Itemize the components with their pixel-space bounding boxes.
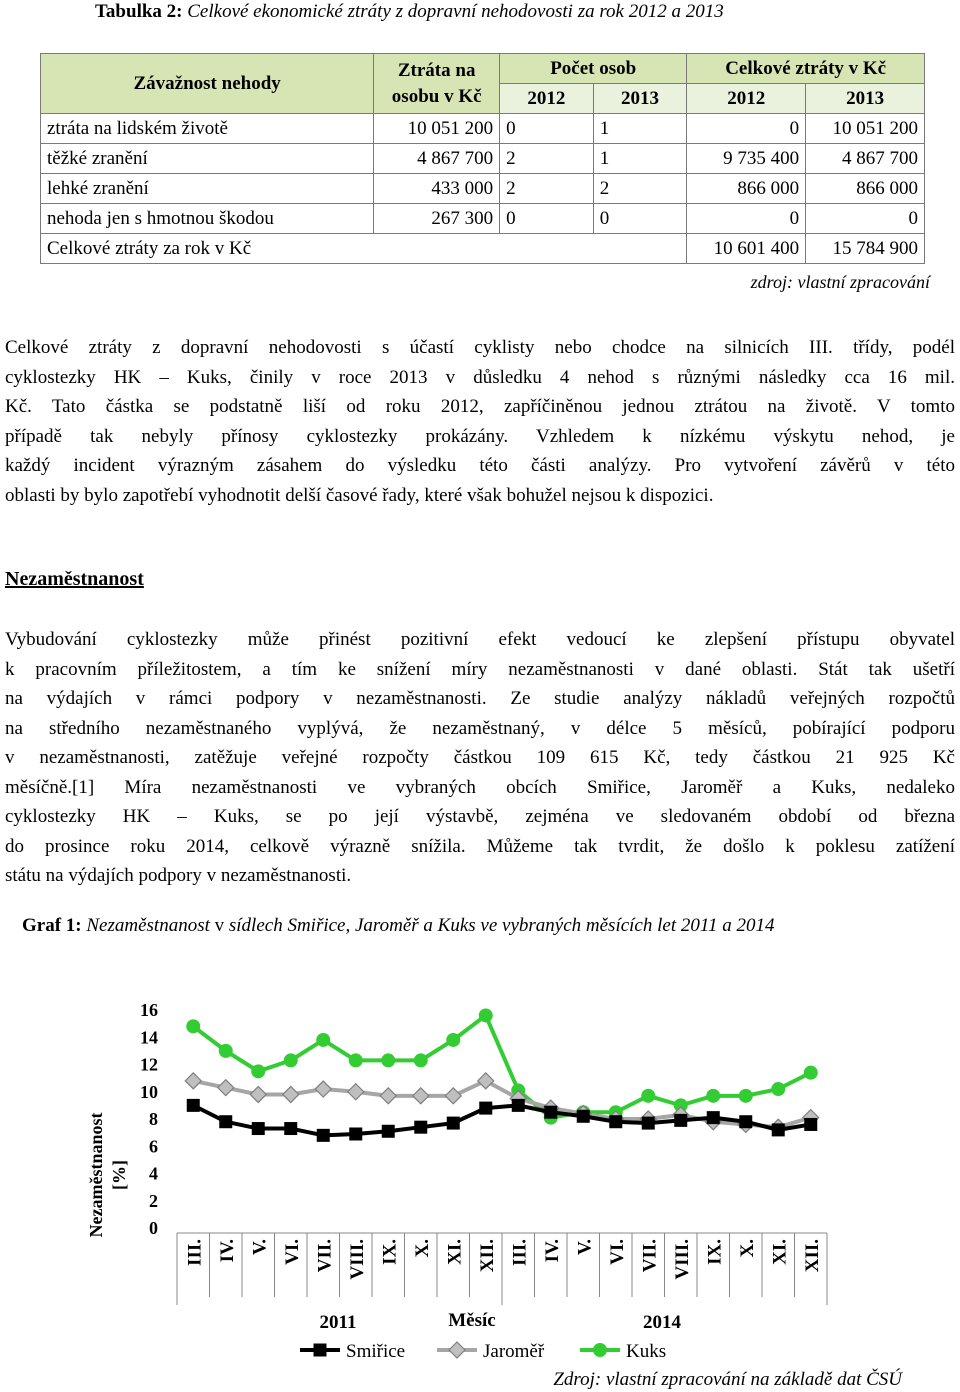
- paragraph-accidents: [5, 333, 955, 510]
- x-category-label: V.: [574, 1239, 596, 1256]
- cell-total: 0: [687, 204, 806, 234]
- table-caption-label: Tabulka 2:: [95, 1, 183, 22]
- cell-severity: těžké zranění: [41, 144, 374, 174]
- legend-marker: [449, 1342, 465, 1358]
- paragraph-unemployment: [5, 625, 955, 891]
- data-point: [707, 1111, 720, 1124]
- y-axis-label: [86, 1113, 129, 1238]
- cell-total: 4 867 700: [806, 144, 925, 174]
- data-point: [544, 1106, 557, 1119]
- data-point: [283, 1086, 299, 1102]
- cell-loss: 4 867 700: [374, 144, 500, 174]
- legend-item: [580, 1341, 666, 1362]
- data-point: [382, 1125, 395, 1138]
- x-category-label: IV.: [216, 1239, 238, 1263]
- paragraph-line: Vybudování cyklostezky může přinést pozitivní efekt vedoucí ke zlepšení přístupu obyvatel: [5, 629, 955, 650]
- data-point: [251, 1064, 265, 1078]
- x-category-label: X.: [736, 1239, 758, 1258]
- data-point: [479, 1008, 493, 1022]
- cell-total: 866 000: [687, 174, 806, 204]
- data-point: [512, 1099, 525, 1112]
- legend-marker: [593, 1343, 607, 1357]
- table-row: [41, 174, 925, 204]
- x-category-label: VIII.: [346, 1239, 368, 1280]
- data-point: [446, 1033, 460, 1047]
- header-year: 2013: [806, 84, 925, 114]
- paragraph-line: oblasti by bylo zapotřebí vyhodnotit delší časové řady, které však bohužel nejsou k dispozici.: [5, 484, 714, 506]
- data-point: [348, 1084, 364, 1100]
- data-point: [284, 1122, 297, 1135]
- data-point: [641, 1089, 655, 1103]
- data-point: [317, 1129, 330, 1142]
- series-jaroměř: [185, 1073, 819, 1135]
- y-tick-label: 10: [140, 1081, 158, 1102]
- header-loss-per-person: Ztráta na osobu v Kč: [374, 54, 500, 114]
- paragraph-line: na středního nezaměstnaného vyplývá, že nezaměstnaný, v délce 5 měsíců, pobírající podporu: [5, 717, 955, 739]
- series-smiřice: [187, 1099, 818, 1142]
- data-point: [380, 1088, 396, 1104]
- year-label-2014: 2014: [643, 1312, 681, 1333]
- cell-total-2013: 15 784 900: [806, 234, 925, 264]
- cell-persons: 2: [500, 174, 594, 204]
- legend-item: [437, 1341, 545, 1362]
- data-point: [478, 1073, 494, 1089]
- table-row: [41, 144, 925, 174]
- data-point: [577, 1110, 590, 1123]
- cell-persons: 1: [593, 144, 687, 174]
- header-severity: Závažnost nehody: [41, 54, 374, 114]
- paragraph-line: do prosince roku 2014, celkově výrazně snížila. Můžeme tak tvrdit, že došlo k poklesu zatížení: [5, 835, 955, 857]
- data-point: [804, 1118, 817, 1131]
- legend-marker: [314, 1344, 327, 1357]
- data-point: [252, 1122, 265, 1135]
- y-tick-label: 6: [149, 1136, 158, 1157]
- paragraph-line: měsíčně.[1] Míra nezaměstnanosti ve vybraných obcích Smiřice, Jaroměř a Kuks, nedaleko: [5, 776, 955, 798]
- chart-source: Zdroj: vlastní zpracování na základě dat ČSÚ: [553, 1369, 902, 1390]
- y-tick-label: 14: [140, 1027, 158, 1048]
- data-point: [218, 1080, 234, 1096]
- data-point: [284, 1053, 298, 1067]
- cell-severity: nehoda jen s hmotnou škodou: [41, 204, 374, 234]
- cell-loss: 267 300: [374, 204, 500, 234]
- data-point: [739, 1089, 753, 1103]
- cell-severity: lehké zranění: [41, 174, 374, 204]
- y-tick-label: 12: [140, 1054, 158, 1075]
- header-year: 2012: [500, 84, 594, 114]
- table-row: [41, 114, 925, 144]
- data-point: [349, 1053, 363, 1067]
- x-category-label: IV.: [541, 1239, 563, 1263]
- year-label-2011: 2011: [319, 1312, 357, 1333]
- data-point: [642, 1117, 655, 1130]
- legend-label: Jaroměř: [483, 1341, 545, 1362]
- cell-total: 9 735 400: [687, 144, 806, 174]
- cell-total: 866 000: [806, 174, 925, 204]
- legend-label: Smiřice: [346, 1341, 406, 1362]
- paragraph-line: každý incident výrazným zásahem do výsledku této části analýzy. Pro vytvoření závěrů v této: [5, 455, 955, 476]
- paragraph-line: v nezaměstnanosti, zatěžuje veřejné rozpočty částkou 109 615 Kč, tedy částkou 21 925 Kč: [5, 747, 955, 768]
- x-category-label: VII.: [314, 1239, 336, 1273]
- x-category-label: IX.: [379, 1239, 401, 1265]
- paragraph-line: Kč. Tato částka se podstatně liší od roku 2012, zapříčiněnou jednou ztrátou na životě. V tomto: [5, 396, 955, 417]
- y-tick-label: 0: [149, 1218, 158, 1238]
- x-category-label: VI.: [606, 1239, 628, 1265]
- cell-persons: 1: [593, 114, 687, 144]
- paragraph-line: k pracovním příležitostem, a tím ke snížení míry nezaměstnanosti v dané oblasti. Stát tak ušetří: [5, 658, 955, 680]
- x-category-label: VII.: [639, 1239, 661, 1273]
- data-point: [250, 1086, 266, 1102]
- x-category-label: XI.: [769, 1239, 791, 1265]
- data-point: [413, 1088, 429, 1104]
- header-year: 2013: [593, 84, 687, 114]
- paragraph-line: cyklostezky HK – Kuks, činily v roce 2013 v důsledku 4 nehod s různými následky cca 16 mil.: [5, 366, 955, 388]
- cell-total-2012: 10 601 400: [687, 234, 806, 264]
- data-point: [186, 1019, 200, 1033]
- cell-total: 0: [806, 204, 925, 234]
- x-category-label: XI.: [444, 1239, 466, 1265]
- cell-loss: 10 051 200: [374, 114, 500, 144]
- cell-total: 10 051 200: [806, 114, 925, 144]
- x-category-label: X.: [411, 1239, 433, 1258]
- x-axis-label: Měsíc: [448, 1310, 496, 1331]
- x-categories: [184, 1239, 823, 1280]
- paragraph-line: na výdajích v rámci podpory v nezaměstnanosti. Ze studie analýzy nákladů veřejných rozpočtů: [5, 688, 955, 709]
- header-persons: Počet osob: [500, 54, 687, 84]
- table-total-row: [41, 234, 925, 264]
- data-point: [445, 1088, 461, 1104]
- data-point: [804, 1066, 818, 1080]
- cell-persons: 0: [500, 204, 594, 234]
- cell-total-label: Celkové ztráty za rok v Kč: [41, 234, 687, 264]
- data-point: [381, 1053, 395, 1067]
- graph-caption: Graf 1: Nezaměstnanost v sídlech Smiřice, Jaroměř a Kuks ve vybraných měsících let 2011 a 2014: [22, 915, 775, 936]
- y-ticks: [140, 1000, 158, 1238]
- cell-persons: 2: [500, 144, 594, 174]
- data-point: [706, 1089, 720, 1103]
- legend: [300, 1341, 666, 1362]
- data-point: [315, 1081, 331, 1097]
- cell-severity: ztráta na lidském životě: [41, 114, 374, 144]
- data-point: [414, 1121, 427, 1134]
- x-category-label: III.: [184, 1239, 206, 1266]
- cell-persons: 0: [593, 204, 687, 234]
- data-point: [609, 1115, 622, 1128]
- category-frame: [177, 1233, 827, 1305]
- data-point: [414, 1053, 428, 1067]
- paragraph-line: státu na výdajích podpory v nezaměstnanosti.: [5, 865, 352, 886]
- data-point: [316, 1033, 330, 1047]
- data-point: [447, 1117, 460, 1130]
- data-point: [771, 1082, 785, 1096]
- header-total-loss: Celkové ztráty v Kč: [687, 54, 925, 84]
- y-tick-label: 16: [140, 1000, 158, 1020]
- x-category-label: VIII.: [671, 1239, 693, 1280]
- x-category-label: V.: [249, 1239, 271, 1256]
- data-point: [185, 1073, 201, 1089]
- cell-total: 0: [687, 114, 806, 144]
- data-point: [349, 1127, 362, 1140]
- data-point: [187, 1099, 200, 1112]
- x-category-label: VI.: [281, 1239, 303, 1265]
- data-point: [772, 1123, 785, 1136]
- cell-loss: 433 000: [374, 174, 500, 204]
- data-point: [479, 1102, 492, 1115]
- graph-caption-label: Graf 1:: [22, 915, 82, 936]
- data-point: [219, 1044, 233, 1058]
- y-tick-label: 4: [149, 1163, 158, 1184]
- paragraph-line: cyklostezky HK – Kuks, se po její výstavbě, zejména ve sledovaném období od března: [5, 806, 955, 827]
- cell-persons: 2: [593, 174, 687, 204]
- series-line: [193, 1015, 811, 1117]
- x-category-label: IX.: [704, 1239, 726, 1265]
- header-year: 2012: [687, 84, 806, 114]
- y-axis-label-line2: [%]: [109, 1160, 129, 1190]
- table-caption-text: Celkové ekonomické ztráty z dopravní nehodovosti za rok 2012 a 2013: [187, 1, 724, 22]
- y-axis-label-line1: Nezaměstnanost: [86, 1112, 106, 1238]
- table-caption: [95, 0, 724, 24]
- section-heading: Nezaměstnanost: [5, 568, 144, 590]
- loss-table: [40, 53, 925, 264]
- plot-area: [185, 1008, 819, 1141]
- unemployment-chart: [0, 985, 960, 1392]
- paragraph-line: Celkové ztráty z dopravní nehodovosti s účastí cyklisty nebo chodce na silnicích III. třídy, podél: [5, 337, 955, 358]
- table-row: [41, 204, 925, 234]
- data-point: [219, 1115, 232, 1128]
- data-point: [739, 1115, 752, 1128]
- x-category-label: III.: [509, 1239, 531, 1266]
- table-source: zdroj: vlastní zpracování: [750, 272, 930, 292]
- y-tick-label: 8: [149, 1109, 158, 1129]
- y-tick-label: 2: [149, 1190, 158, 1211]
- legend-label: Kuks: [626, 1341, 667, 1362]
- legend-item: [300, 1341, 405, 1362]
- x-category-label: XII.: [801, 1239, 823, 1273]
- paragraph-line: případě tak nebyly přínosy cyklostezky prokázány. Vzhledem k nízkému výskytu nehod, je: [5, 425, 955, 447]
- data-point: [674, 1114, 687, 1127]
- cell-persons: 0: [500, 114, 594, 144]
- x-category-label: XII.: [476, 1239, 498, 1273]
